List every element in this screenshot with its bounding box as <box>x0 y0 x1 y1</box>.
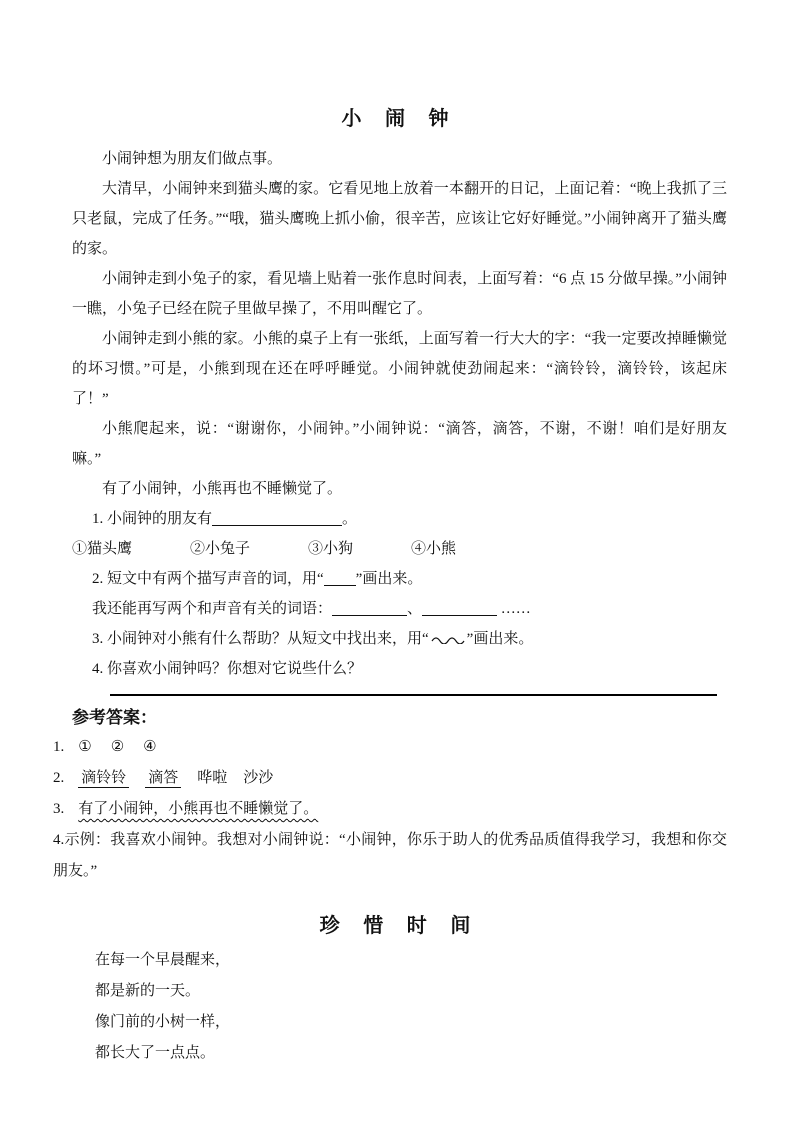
poem-line: 都长大了一点点。 <box>95 1045 216 1061</box>
sound-word-underlined: 滴答 <box>145 770 181 788</box>
option-4: ④小熊 <box>411 541 457 557</box>
question-3 <box>72 624 727 654</box>
option-2: ②小兔子 <box>190 541 251 557</box>
question-3-text: 3. 小闹钟对小熊有什么帮助？从短文中找出来，用“ <box>92 631 429 647</box>
story-title: 小 闹 钟 <box>341 108 458 130</box>
answer-3-number: 3. <box>53 801 65 817</box>
story-paragraph: 小闹钟走到小兔子的家，看见墙上贴着一张作息时间表，上面写着：“6 点 15 分做早操。”小闹钟一瞧，小兔子已经在院子里做早操了，不用叫醒它了。 <box>72 271 727 317</box>
question-2b-text: 我还能再写两个和声音有关的词语： <box>92 601 333 617</box>
story-paragraph: 小熊爬起来，说：“谢谢你，小闹钟。”小闹钟说：“滴答，滴答，不谢，不谢！咱们是好朋友嘛。” <box>72 421 727 467</box>
list-separator: 、 <box>407 601 423 617</box>
option-3: ③小狗 <box>308 541 354 557</box>
underline-mark <box>324 569 356 586</box>
question-3-tail: ”画出来。 <box>466 631 534 647</box>
poem-line: 像门前的小树一样， <box>95 1014 231 1030</box>
wavy-line-mark <box>431 636 465 644</box>
question-2-tail: ”画出来。 <box>355 571 423 587</box>
fill-in-blank <box>332 599 407 616</box>
question-1-period: 。 <box>342 511 358 527</box>
option-1: ①猫头鹰 <box>72 541 133 557</box>
story-paragraph: 小闹钟走到小熊的家。小熊的桌子上有一张纸，上面写着一行大大的字：“我一定要改掉睡懒觉的坏习惯。”可是，小熊到现在还在呼呼睡觉。小闹钟就使劲闹起来：“滴铃铃，滴铃铃，该起床了！” <box>72 331 727 407</box>
answer-1-choices: ① ② ④ <box>78 739 159 755</box>
answers-heading: 参考答案： <box>72 708 157 727</box>
fill-in-blank <box>212 509 342 526</box>
poem-line: 都是新的一天。 <box>95 983 201 999</box>
question-4: 4. 你喜欢小闹钟吗？你想对它说些什么？ <box>92 661 363 677</box>
poem-title: 珍 惜 时 间 <box>319 915 480 937</box>
answer-2 <box>53 763 727 794</box>
question-2b <box>72 594 727 624</box>
sound-word-underlined: 滴铃铃 <box>78 770 129 788</box>
section-divider <box>110 694 717 696</box>
story-body <box>72 144 727 504</box>
page-content <box>53 0 727 1069</box>
answer-1-number: 1. <box>53 739 65 755</box>
question-1-options <box>72 534 727 564</box>
story-paragraph: 小闹钟想为朋友们做点事。 <box>102 151 283 167</box>
poem-section <box>72 913 727 1069</box>
answer-4: 4.示例：我喜欢小闹钟。我想对小闹钟说：“小闹钟，你乐于助人的优秀品质值得我学习，我想和你交朋友。” <box>53 832 727 879</box>
answer-3-sentence: 有了小闹钟，小熊再也不睡懒觉了。 <box>78 801 319 817</box>
question-1 <box>72 504 727 534</box>
ellipsis: …… <box>500 601 531 617</box>
story-paragraph: 大清早，小闹钟来到猫头鹰的家。它看见地上放着一本翻开的日记，上面记着：“晚上我抓了三只老鼠，完成了任务。”“哦，猫头鹰晚上抓小偷，很辛苦，应该让它好好睡觉。”小闹钟离开了猫头鹰的家。 <box>72 181 727 257</box>
question-2 <box>72 564 727 594</box>
answers-block <box>53 704 727 887</box>
sound-word: 哗啦 <box>197 770 228 786</box>
answer-2-number: 2. <box>53 770 65 786</box>
answer-3 <box>53 794 727 825</box>
sound-word: 沙沙 <box>243 770 274 786</box>
story-paragraph: 有了小闹钟，小熊再也不睡懒觉了。 <box>102 481 343 497</box>
question-1-text: 1. 小闹钟的朋友有 <box>92 511 213 527</box>
question-2-text: 2. 短文中有两个描写声音的词，用“ <box>92 571 324 587</box>
fill-in-blank <box>422 599 497 616</box>
answer-1 <box>53 732 727 763</box>
questions-block <box>72 504 727 684</box>
poem-line: 在每一个早晨醒来， <box>95 952 231 968</box>
